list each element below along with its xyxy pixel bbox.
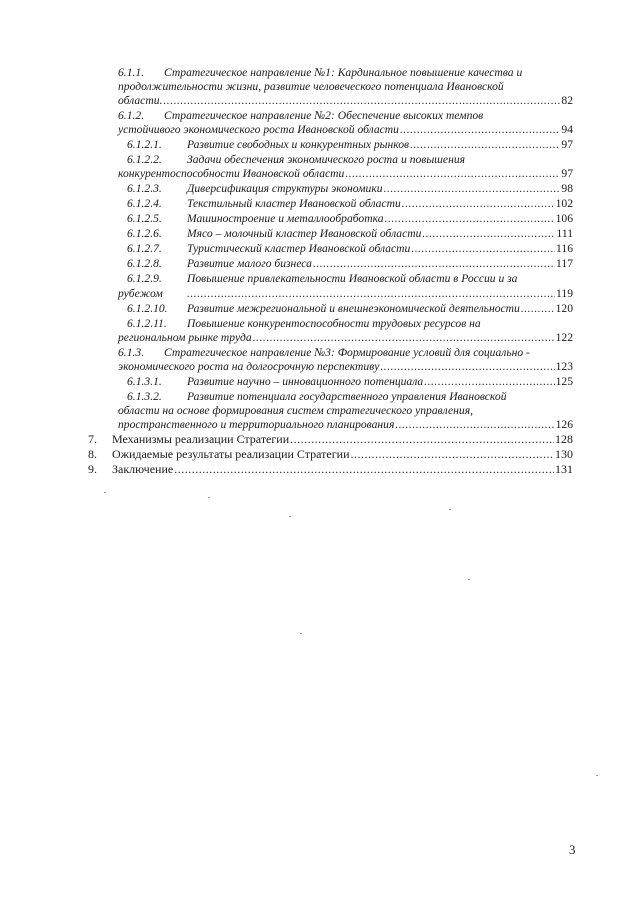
toc-entry-page: 82 [561,94,573,107]
toc-entry[interactable] [127,212,573,226]
toc-entry-number: 9. [88,462,97,476]
toc-entry-number: 6.1.3. [118,346,145,359]
toc-entry[interactable] [118,66,558,80]
toc-entry[interactable] [118,331,573,345]
dot-leader [411,242,555,256]
toc-entry[interactable] [127,242,573,256]
scan-speck [596,775,598,776]
toc-entry-number: 6.1.2.3. [127,182,162,195]
toc-entry-number: 6.1.2. [118,109,145,122]
toc-entry[interactable] [127,390,573,404]
toc-entry-title: Стратегическое направление №1: Кардинальное повышение качества и [164,66,523,79]
toc-entry-number: 6.1.2.11. [127,317,167,330]
toc-entry[interactable] [118,404,573,418]
dot-leader [174,462,554,476]
toc-entry-page: 123 [555,360,573,373]
toc-entry-page: 119 [556,287,573,300]
toc-entry-number: 8. [88,447,97,461]
toc-entry-title: конкурентоспособности Ивановской области [118,167,345,180]
toc-entry-number: 6.1.1. [118,66,145,79]
toc-entry-page: 125 [555,375,573,388]
dot-leader [402,197,555,211]
toc-entry-title: Стратегическое направление №2: Обеспечение высоких темпов [164,109,484,122]
toc-entry-page: 116 [556,242,573,255]
toc-entry-title: области на основе формирования систем стратегического управления, [118,404,474,417]
toc-entry-title: Диверсификация структуры экономики [187,182,383,195]
toc-entry-title: Стратегическое направление №3: Формирование условий для социально - [164,346,530,359]
toc-entry-title: Развитие потенциала государственного управления Ивановской [187,390,507,403]
scan-speck [300,633,302,634]
toc-entry-title: Ожидаемые результаты реализации Стратегии [112,447,350,461]
toc-entry-title: Мясо – молочный кластер Ивановской области [187,227,422,240]
toc-entry-title: Механизмы реализации Стратегии [112,432,290,446]
scan-speck [449,509,451,510]
toc-entry[interactable] [118,287,573,301]
toc-entry-page: 97 [561,138,573,151]
toc-entry-title: Текстильный кластер Ивановской области [187,197,401,210]
toc-entry-number: 6.1.3.2. [127,390,162,403]
dot-leader [384,182,561,196]
dot-leader [410,138,560,152]
toc-entry-page: 122 [555,331,573,344]
scan-speck [208,497,210,498]
toc-entry-page: 94 [561,123,573,136]
toc-entry[interactable] [118,346,573,360]
dot-leader [345,167,560,181]
toc-entry-title: региональном рынке труда [118,331,252,344]
dot-leader [521,302,555,316]
toc-entry-number: 6.1.2.10. [127,302,168,315]
toc-entry-title: Развитие межрегиональной и внешнеэкономической деятельности [187,302,520,315]
toc-entry-title: пространственного и территориального планирования [118,418,395,431]
toc-entry-title: рубежом [118,287,163,300]
toc-entry-number: 6.1.2.8. [127,257,162,270]
dot-leader [290,432,554,446]
toc-entry-number: 6.1.2.1. [127,138,162,151]
toc-entry[interactable] [127,257,573,271]
toc-entry-number: 6.1.2.2. [127,153,162,166]
toc-entry-page: 102 [555,197,573,210]
toc-entry [118,80,558,94]
scan-speck [468,579,470,580]
toc-entry-number: 6.1.2.7. [127,242,162,255]
toc-entry[interactable] [88,462,573,476]
toc-entry-page: 111 [556,227,573,240]
toc-entry[interactable] [127,197,573,211]
toc-entry[interactable] [118,109,558,123]
toc-entry[interactable] [118,94,573,108]
toc-entry-number: 7. [88,432,97,446]
dot-leader [400,123,560,137]
toc-entry-page: 120 [555,302,573,315]
toc-entry-number: 6.1.2.4. [127,197,162,210]
toc-entry-page: 97 [561,167,573,180]
toc-entry-page: 130 [555,447,573,461]
dot-leader [395,418,554,432]
toc-entry-page: 126 [555,418,573,431]
toc-entry[interactable] [118,123,573,137]
toc-entry-title: Заключение [112,462,174,476]
toc-entry[interactable] [88,432,573,446]
toc-entry[interactable] [127,375,573,389]
scan-speck [289,516,291,517]
toc-entry-title: Развитие свободных и конкурентных рынков [187,138,410,151]
toc-entry-title: продолжительности жизни, развитие человеческого потенциала Ивановской [118,80,504,93]
scan-speck [104,492,106,493]
toc-entry-title: Повышение привлекательности Ивановской области в России и за [187,272,518,285]
toc-entry-page: 131 [555,462,573,476]
dot-leader [351,447,554,461]
toc-entry-number: 6.1.2.5. [127,212,162,225]
dot-leader [422,227,555,241]
toc-entry[interactable] [127,317,573,331]
dot-leader [313,257,555,271]
toc-entry-number: 6.1.3.1. [127,375,162,388]
toc-entry[interactable] [127,153,567,167]
toc-entry-title: экономического роста на долгосрочную перспективу [118,360,380,373]
toc-entry[interactable] [127,302,573,316]
toc-entry[interactable] [127,272,573,286]
toc-entry-page: 106 [555,212,573,225]
toc-entry[interactable] [118,167,573,181]
toc-entry-title: Туристический кластер Ивановской области [187,242,411,255]
toc-entry-number: 6.1.2.9. [127,272,162,285]
toc-entry-page: 98 [561,182,573,195]
toc-entry-title: Развитие малого бизнеса [187,257,312,270]
dot-leader [187,287,555,301]
toc-entry[interactable] [88,447,573,461]
toc-entry-title: области. [118,94,163,107]
toc-entry[interactable] [118,418,573,432]
toc-entry-title: Машиностроение и металлообработка [187,212,384,225]
dot-leader [424,375,554,389]
toc-entry-title: Повышение конкурентоспособности трудовых ресурсов на [187,317,481,330]
page-number: 3 [569,842,576,857]
toc-entry-title: устойчивого экономического роста Ивановской области [118,123,399,136]
toc-entry-number: 6.1.2.6. [127,227,162,240]
toc-entry[interactable] [127,182,573,196]
dot-leader [385,212,555,226]
toc-entry-title: Развитие научно – инновационного потенциала [187,375,424,388]
toc-entry[interactable] [127,227,573,241]
dot-leader [380,360,554,374]
dot-leader [163,94,560,108]
toc-entry-title: Задачи обеспечения экономического роста и повышения [187,153,466,166]
toc-entry-page: 117 [556,257,573,270]
toc-entry[interactable] [127,138,573,152]
toc-entry-page: 128 [555,432,573,446]
dot-leader [253,331,555,345]
toc-entry[interactable] [118,360,573,374]
